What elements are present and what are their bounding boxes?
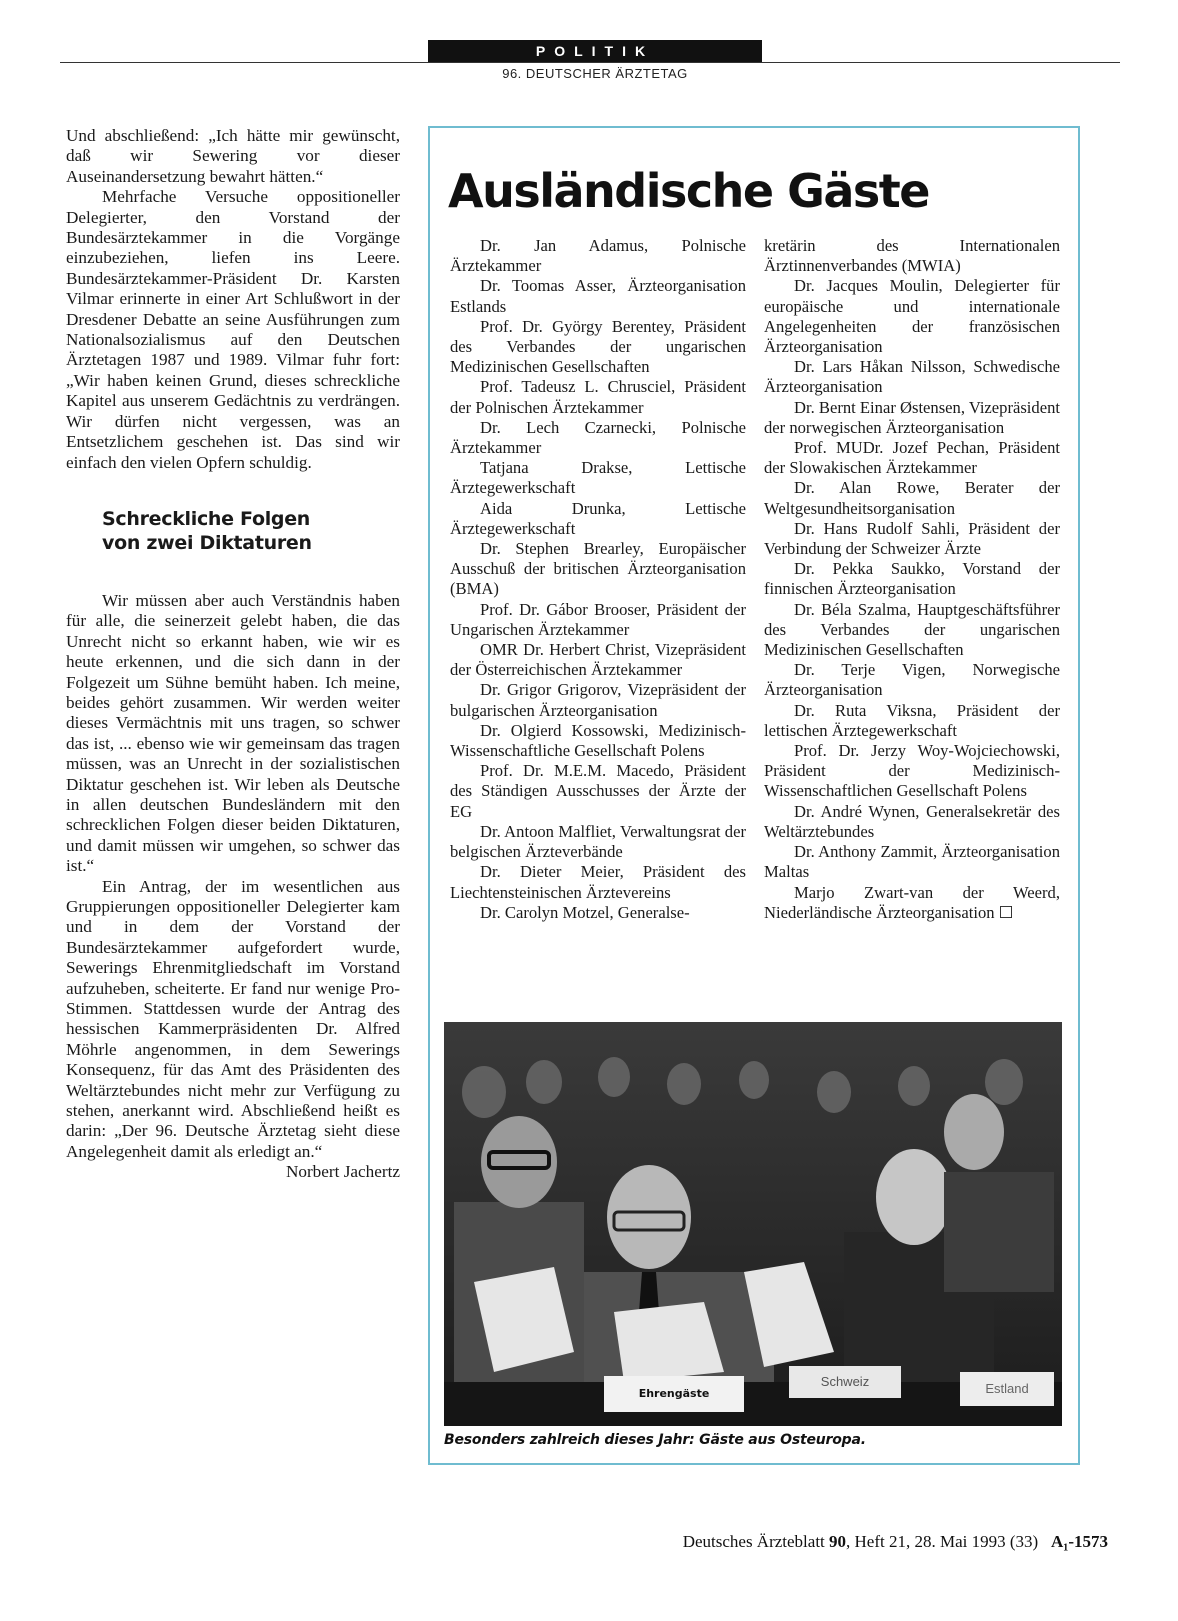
- conference-photo: [444, 1022, 1062, 1426]
- photo-illustration: [444, 1022, 1062, 1426]
- guest-entry: Tatjana Drakse, Lettische Ärztegewerkschaft: [450, 458, 746, 498]
- guest-entry: Dr. Béla Szalma, Hauptgeschäftsführer des Verbandes der ungarischen Medizinischen Gesellschaften: [764, 599, 1060, 660]
- guest-entry: Dr. Toomas Asser, Ärzteorganisation Estlands: [450, 276, 746, 316]
- guest-entry: Dr. Olgierd Kossowski, Medizinisch-Wissenschaftliche Gesellschaft Polens: [450, 720, 746, 761]
- name-sign: Ehrengäste: [604, 1376, 744, 1412]
- guest-list-right: [764, 236, 1060, 923]
- author-name: Norbert Jachertz: [285, 1162, 400, 1182]
- guest-entry: Dr. Terje Vigen, Norwegische Ärzteorganisation: [764, 660, 1060, 700]
- guest-entry: Dr. Grigor Grigorov, Vizepräsident der bulgarischen Ärzteorganisation: [450, 680, 746, 720]
- guest-entry: Dr. Carolyn Motzel, Generalse-: [480, 902, 690, 922]
- guest-entry: Dr. Antoon Malfliet, Verwaltungsrat der belgischen Ärzteverbände: [450, 821, 746, 862]
- issue-info: , Heft 21, 28. Mai 1993 (33): [846, 1532, 1039, 1551]
- guest-entry: Dr. Dieter Meier, Präsident des Liechtensteinischen Ärztevereins: [450, 862, 746, 902]
- guest-entry: Prof. Dr. Jerzy Woy-Wojciechowski, Präsident der Medizinisch-Wissenschaftlichen Gesellschaft Polens: [764, 741, 1060, 801]
- guest-entry: Dr. Pekka Saukko, Vorstand der finnischen Ärzteorganisation: [764, 559, 1060, 599]
- guest-entry: kretärin des Internationalen Ärztinnenverbandes (MWIA): [764, 236, 1060, 276]
- page-footer: [683, 1532, 1108, 1552]
- section-label: POLITIK: [428, 40, 762, 62]
- guest-entry: Dr. Ruta Viksna, Präsident der lettischen Ärztegewerkschaft: [764, 700, 1060, 740]
- guest-entry: Dr. Anthony Zammit, Ärzteorganisation Maltas: [764, 842, 1060, 882]
- guest-entry: Prof. MUDr. Jozef Pechan, Präsident der Slowakischen Ärztekammer: [764, 438, 1060, 478]
- publication-name: Deutsches Ärzteblatt: [682, 1532, 825, 1551]
- guest-entry: Dr. Stephen Brearley, Europäischer Ausschuß der britischen Ärzteorganisation (BMA): [450, 539, 746, 599]
- guest-list-left: [450, 236, 746, 923]
- header-rule: [60, 62, 1120, 63]
- guest-entry: OMR Dr. Herbert Christ, Vizepräsident der Österreichischen Ärztekammer: [450, 640, 746, 680]
- guest-entry: Dr. Lars Håkan Nilsson, Schwedische Ärzteorganisation: [764, 357, 1060, 397]
- guest-entry: Marjo Zwart-van der Weerd, Niederländische Ärzteorganisation ☐: [764, 882, 1060, 922]
- name-sign: Estland: [960, 1372, 1054, 1406]
- guest-entry: Dr. Hans Rudolf Sahli, Präsident der Verbindung der Schweizer Ärzte: [764, 518, 1060, 559]
- article-paragraph: Und abschließend: „Ich hätte mir gewünscht, daß wir Sewering vor dieser Auseinandersetzung bewahrt hätten.“: [66, 126, 400, 186]
- article-subheading: [102, 507, 400, 555]
- article-paragraph: Wir müssen aber auch Verständnis haben für alle, die seinerzeit gelebt haben, die das Unrecht nicht so erkannt haben, wie wir es heute erkennen, und die sich dann in der Folgezeit um Sühne bemüht haben. Ich meine, beides gehört zusammen. Wir werden weiter dieses Vermächtnis mit uns tragen, so schwer das ist, ... ebenso wie wir gemeinsam das tragen müssen, was an Unrecht in der sozialistischen Diktatur geschehen ist. Wir leben als Deutsche in allen deutschen Bundesländern mit den schrecklichen Folgen dieser beiden Diktaturen, und damit müssen wir umgehen, so schwer das ist.“: [66, 590, 400, 876]
- author-row: [66, 1162, 400, 1182]
- subheading-line: Schreckliche Folgen: [102, 507, 311, 530]
- subheading-line: von zwei Diktaturen: [102, 531, 312, 554]
- page-number: A₁-1573: [1050, 1532, 1108, 1551]
- guest-entry: Aida Drunka, Lettische Ärztegewerkschaft: [450, 498, 746, 538]
- guest-entry: Dr. Jan Adamus, Polnische Ärztekammer: [450, 236, 746, 276]
- photo-caption: Besonders zahlreich dieses Jahr: Gäste aus Osteuropa.: [444, 1432, 866, 1448]
- section-subtitle: 96. DEUTSCHER ÄRZTETAG: [502, 66, 688, 81]
- guest-entry: Dr. Jacques Moulin, Delegierter für europäische und internationale Angelegenheiten der französischen Ärzteorganisation: [764, 276, 1060, 357]
- guest-entry: Prof. Tadeusz L. Chrusciel, Präsident der Polnischen Ärztekammer: [450, 377, 746, 417]
- guest-entry: Dr. Lech Czarnecki, Polnische Ärztekammer: [450, 417, 746, 458]
- name-sign: Schweiz: [789, 1366, 901, 1398]
- guest-entry: Prof. Dr. Gábor Brooser, Präsident der Ungarischen Ärztekammer: [450, 599, 746, 639]
- guests-box-title: Ausländische Gäste: [448, 164, 929, 218]
- guest-entry: Prof. Dr. M.E.M. Macedo, Präsident des Ständigen Ausschusses der Ärzte der EG: [450, 761, 746, 821]
- article-paragraph: Mehrfache Versuche oppositioneller Delegierter, den Vorstand der Bundesärztekammer in die Vorgänge einzubeziehen, liefen ins Leere. Bundesärztekammer-Präsident Dr. Karsten Vilmar erinnerte in einer Art Schlußwort in der Dresdener Debatte an seine Ausführungen zum Nationalsozialismus auf den Deutschen Ärztetagen 1987 und 1989. Vilmar fuhr fort: „Wir haben keinen Grund, dieses schreckliche Kapitel aus unserem Gedächtnis zu verdrängen. Wir dürfen nicht vergessen, was an Entsetzlichem geschehen ist. Das sind wir einfach den vielen Opfern schuldig.: [66, 187, 400, 472]
- guest-entry: Dr. André Wynen, Generalsekretär des Weltärztebundes: [764, 801, 1060, 841]
- article-column: [66, 126, 400, 1183]
- article-paragraph: Ein Antrag, der im wesentlichen aus Gruppierungen oppositioneller Delegierter kam und in dem der Vorstand der Bundesärztekammer aufgefordert wurde, Sewerings Ehrenmitgliedschaft im Vorstand aufzuheben, scheiterte. Er fand nur wenige Pro-Stimmen. Stattdessen wurde der Antrag des hessischen Kammerpräsidenten Dr. Alfred Möhrle angenommen, in dem Sewerings Konsequenz, für das Amt des Präsidenten des Weltärztebundes nicht mehr zur Verfügung zu stehen, anerkannt wird. Abschließend heißt es darin: „Der 96. Deutsche Ärztetag sieht diese Angelegenheit damit als erledigt an.“: [66, 876, 400, 1161]
- guest-entry: Dr. Bernt Einar Østensen, Vizepräsident der norwegischen Ärzteorganisation: [764, 397, 1060, 437]
- guest-entry: Prof. Dr. György Berentey, Präsident des Verbandes der ungarischen Medizinischen Gesellschaften: [450, 316, 746, 377]
- volume-number: 90: [829, 1532, 847, 1551]
- guest-entry: Dr. Alan Rowe, Berater der Weltgesundheitsorganisation: [764, 478, 1060, 518]
